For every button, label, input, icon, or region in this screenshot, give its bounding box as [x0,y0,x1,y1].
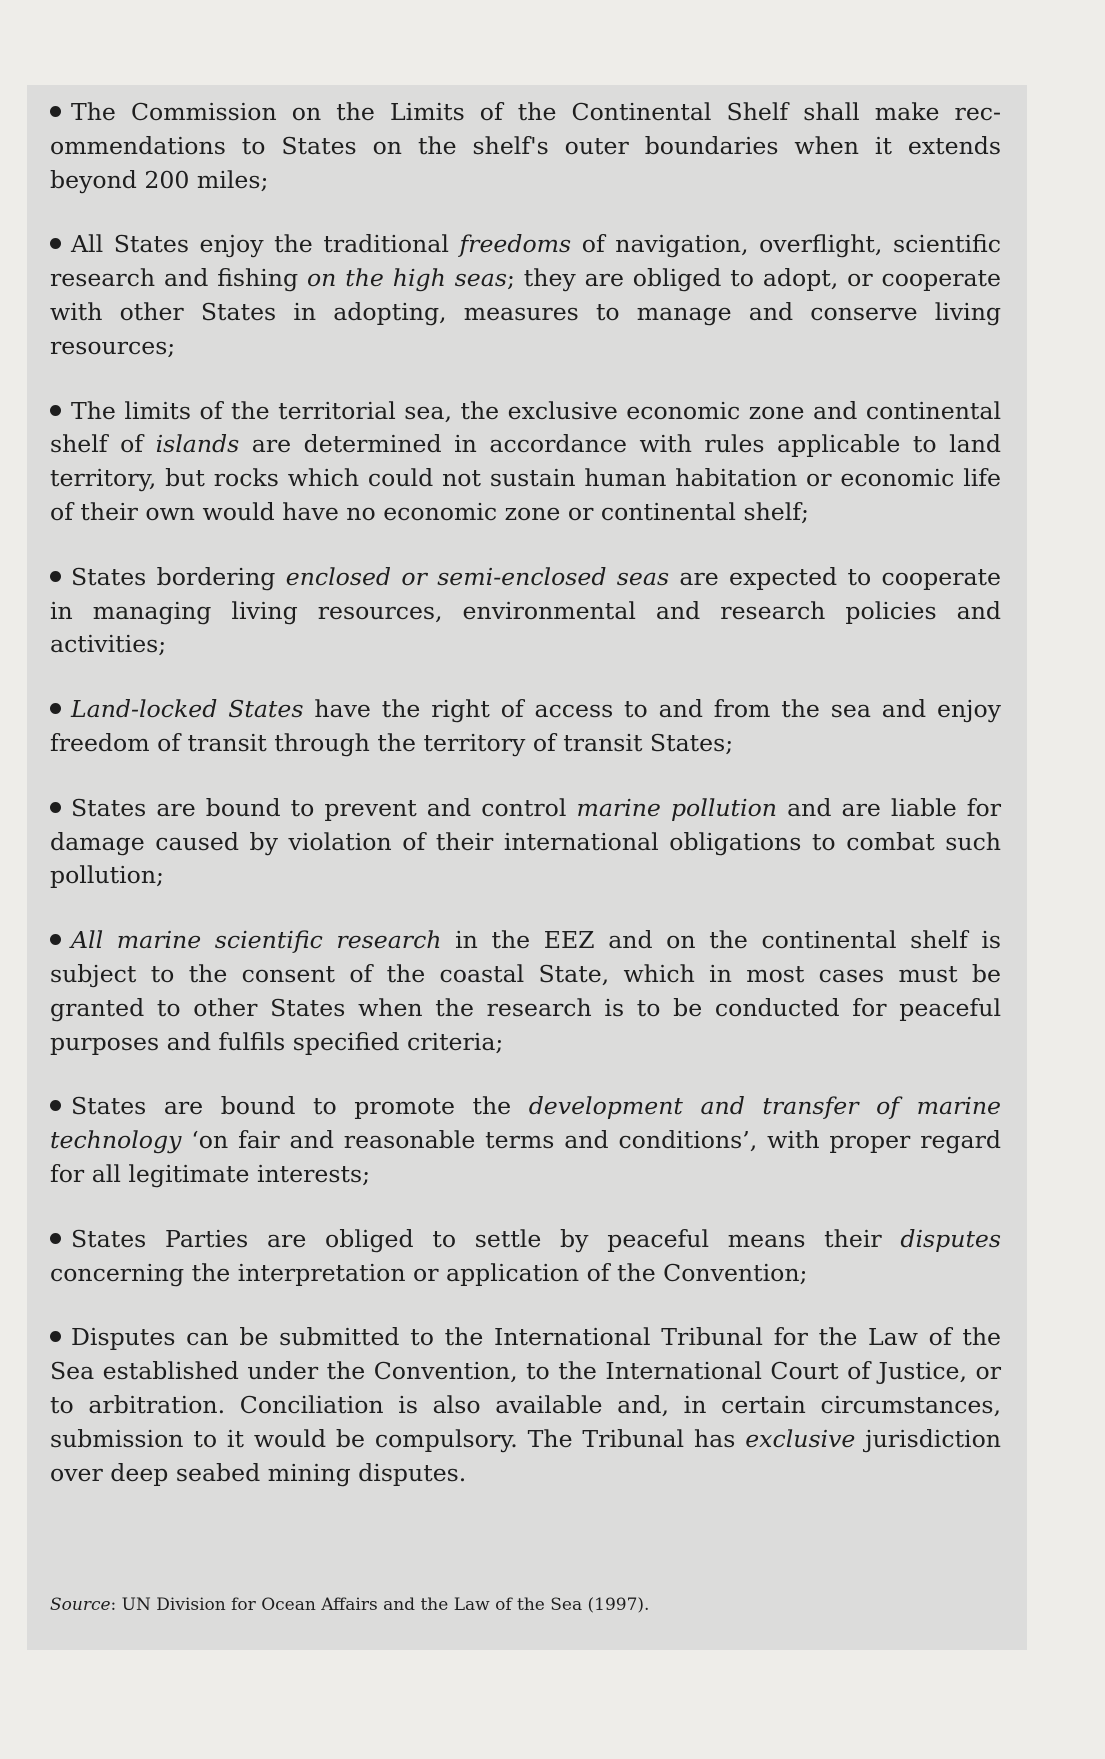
bullet-icon [50,703,61,714]
source-label: Source [50,1595,111,1615]
bullet-icon [50,238,61,249]
list-item: The Commission on the Limits of the Continental Shelf shall make recommendations to States on the shelf's outer boundaries when it extends beyond 200 miles; [50,98,1001,194]
bullet-icon [50,106,61,117]
list-item: States are bound to prevent and control marine pollution and are liable for damage caused by violation of their international obligations to combat such pollution; [50,793,1001,890]
list-item: All marine scientific research in the EEZ and on the continental shelf is subject to the consent of the coastal State, which in most cases must be granted to other States when the research is to be conducted for peaceful purposes and fulfils specified criteria; [50,926,1001,1056]
bullet-icon [50,802,61,813]
bullet-icon [50,934,61,945]
provisions-list [50,96,1001,1521]
source-text: : UN Division for Ocean Affairs and the Law of the Sea (1997). [110,1595,650,1615]
list-item: Disputes can be submitted to the International Tribunal for the Law of the Sea established under the Convention, to the International Court of Justice, or to arbitration. Conciliation is also available and, in certain circumstances, submission to it would be compulsory. The Tribunal has exclusive jurisdiction over deep seabed mining disputes. [50,1323,1001,1487]
list-item: All States enjoy the traditional freedoms of navigation, overflight, scientific research and fishing on the high seas; they are obliged to adopt, or cooperate with other States in adopting, measures to manage and conserve living resources; [50,230,1001,360]
bullet-icon [50,405,61,416]
list-item: Land-locked States have the right of access to and from the sea and enjoy freedom of transit through the territory of transit States; [50,695,1001,757]
bullet-icon [50,1331,61,1342]
bullet-icon [50,1100,61,1111]
source-citation [50,1594,649,1616]
list-item: States are bound to promote the development and transfer of marine technology ‘on fair and reasonable terms and conditions’, with proper regard for all legitimate interests; [50,1092,1001,1188]
list-item: States Parties are obliged to settle by peaceful means their disputes concerning the interpretation or application of the Convention; [50,1224,1001,1287]
list-item: The limits of the territorial sea, the exclusive economic zone and continental shelf of islands are determined in accordance with rules applicable to land territory, but rocks which could not sustain human habitation or economic life of their own would have no economic zone or continental shelf; [50,396,1001,526]
bullet-icon [50,571,61,582]
bullet-icon [50,1233,61,1244]
list-item: States bordering enclosed or semi-enclosed seas are expected to cooperate in managing living resources, environmental and research policies and activities; [50,562,1001,659]
